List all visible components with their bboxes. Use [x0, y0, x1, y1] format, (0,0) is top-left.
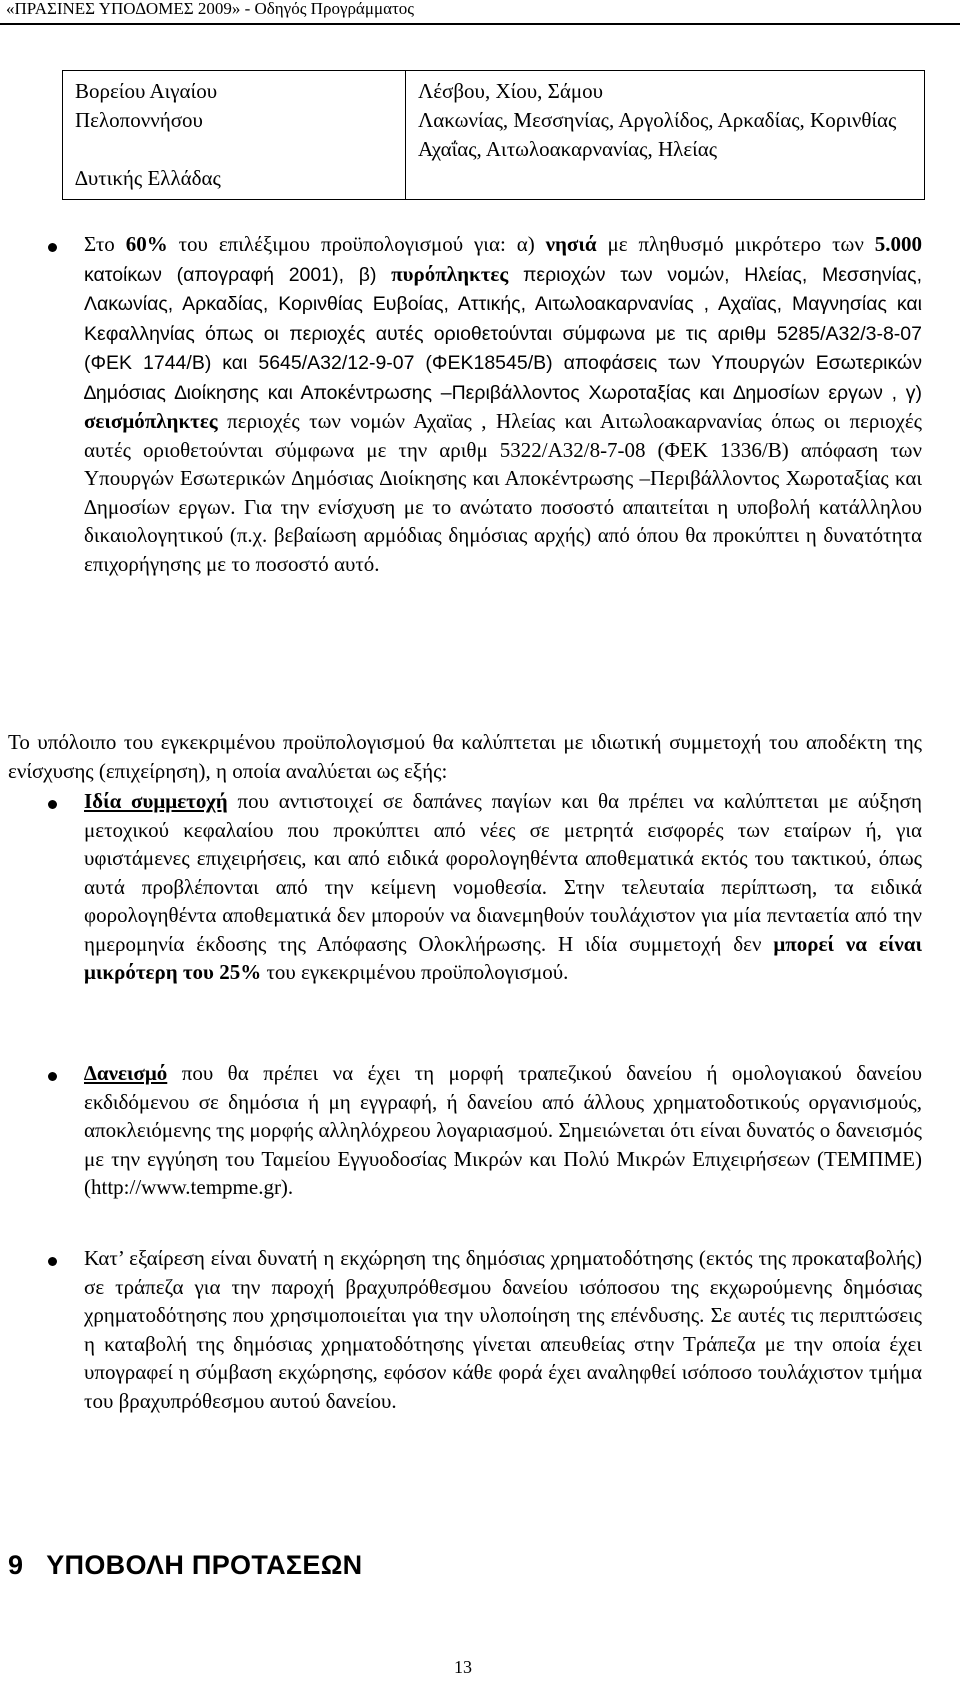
prefectures-cell: [406, 71, 925, 200]
bullet-icon: [48, 243, 57, 252]
region-cell: [63, 71, 406, 200]
text: κατοίκων (απογραφή 2001), β): [84, 263, 392, 286]
header-title: «ΠΡΑΣΙΝΕΣ ΥΠΟ∆ΟΜΕΣ 2009» - Οδηγός Προγράμματος: [6, 0, 415, 18]
bold-text: μπορεί να είναι μικρότερη του 25%: [84, 931, 922, 984]
text: που αντιστοιχεί σε δαπάνες παγίων και θα πρέπει να καλύπτεται με αύξηση μετοχικού κεφαλαίου που προκύπτει από νέες σε μετρητά εισφορές των εταίρων ή, για υφιστάμενες επιχειρήσεις, και από ειδικά φορολογηθέντα αποθεματικά εκτός του τακτικού, όπως αυτά προβλέπονται από την κείμενη νομοθεσία. Στην τελευταία περίπτωση, τα ειδικά φορολογηθέντα αποθεματικά δεν μπορούν να διανεμηθούν τουλάχιστον για μία πενταετία από την ημερομηνία έκδοσης της Απόφασης Ολοκλήρωσης. Η ιδία συμμετοχή δεν: [84, 789, 922, 956]
bullet-icon: [48, 1257, 57, 1266]
text: περιοχές των νομών Αχαϊας , Ηλείας και Αιτωλοακαρνανίας όπως οι περιοχές αυτές οριοθετούνται σύμφωνα με την αριθμ 5322/Α32/8-7-08 (ΦΕΚ 1336/Β) απόφαση των Υπουργών Εσωτερικών ∆ημόσιας ∆ιοίκησης και Αποκέντρωσης –Περιβάλλοντος Χωροταξίας και ∆ημοσίων εργων. Για την ενίσχυση με το ανώτατο ποσοστό απαιτείται η υποβολή κατάλληλου δικαιολογητικού (π.χ. βεβαίωση αρμόδιας δημόσιας αρχής) από όπου θα προκύπτει η δυνατότητα επιχορήγησης με το ποσοστό αυτό.: [84, 409, 922, 576]
bullet-icon: [48, 800, 57, 809]
bold-text: 60%: [125, 232, 168, 256]
bold-text: 5.000: [874, 232, 922, 256]
text: του εγκεκριμένου προϋπολογισμού.: [261, 960, 569, 984]
bold-text: νησιά: [545, 232, 597, 256]
text: του επιλέξιμου προϋπολογισμού για: α): [167, 232, 546, 256]
bullet-paragraph-own-contribution: [84, 787, 922, 987]
page-number: 13: [454, 1657, 472, 1677]
section-heading: 9 ΥΠΟΒΟΛΗ ΠΡΟΤΑΣΕΩΝ: [8, 1550, 363, 1580]
spacer: [75, 135, 397, 164]
bold-underlined-text: ∆ανεισμό: [84, 1061, 168, 1085]
intro-paragraph: Το υπόλοιπο του εγκεκριμένου προϋπολογισμού θα καλύπτεται με ιδιωτική συμμετοχή του αποδέκτη της ενίσχυσης (επιχείρηση), η οποία αναλύεται ως εξής:: [8, 730, 922, 783]
bullet-paragraph-assignment: [84, 1244, 922, 1415]
text: Κατ’ εξαίρεση είναι δυνατή η εκχώρηση της δημόσιας χρηματοδότησης (εκτός της προκαταβολής) σε τράπεζα για την παροχή βραχυπρόθεσμου δανείου ισόποσου της εκχωρούμενης δημόσιας χρηματοδότησης που χρησιμοποιείται για την υλοποίηση της επένδυσης. Σε αυτές τις περιπτώσεις η καταβολή της δημόσιας χρηματοδότησης γίνεται απευθείας στην Τράπεζα με την οποία έχει υπογραφεί η σύμβαση εκχώρησης, εφόσον κάθε φορά έχει αναληφθεί ισόποσο τουλάχιστον τμήμα του βραχυπρόθεσμου αυτού δανείου.: [84, 1246, 922, 1413]
bold-underlined-text: Ιδία συμμετοχή: [84, 789, 228, 813]
prefecture-list: Λακωνίας, Μεσσηνίας, Αργολίδος, Αρκαδίας, Κορινθίας: [418, 108, 897, 132]
bold-text: πυρόπληκτες: [391, 261, 509, 286]
prefecture-list: Λέσβου, Χίου, Σάμου: [418, 79, 604, 103]
table-row: [63, 71, 925, 200]
page-header: [0, 0, 960, 25]
prefecture-list: Αχαΐας, Αιτωλοακαρνανίας, Ηλείας: [418, 137, 718, 161]
region-name: ∆υτικής Ελλάδας: [75, 166, 221, 190]
regions-table: [62, 70, 925, 200]
bold-text: σεισμόπληκτες: [84, 409, 218, 433]
text: με πληθυσμό μικρότερο των: [596, 232, 875, 256]
bullet-icon: [48, 1072, 57, 1081]
bullet-paragraph-loan: [84, 1059, 922, 1202]
bullet-paragraph-subsidy: [84, 230, 922, 578]
text: Στο: [84, 232, 126, 256]
text: περιοχών των νομών, Ηλείας, Μεσσηνίας, Λακωνίας, Αρκαδίας, Κορινθίας Ευβοίας, Αττικής, Αιτωλοακαρνανίας , Αχαϊας, Μαγνησίας και Κεφαλληνίας όπως οι περιοχές αυτές οριοθετούνται σύμφωνα με τις αριθμ 5285/Α32/3-8-07 (ΦΕΚ 1744/Β) και 5645/Α32/12-9-07 (ΦΕΚ18545/Β) αποφάσεις των Υπουργών Εσωτερικών ∆ημόσιας ∆ιοίκησης και Αποκέντρωσης –Περιβάλλοντος Χωροταξίας και ∆ημοσίων εργων , γ): [84, 263, 922, 404]
text: που θα πρέπει να έχει τη μορφή τραπεζικού δανείου ή ομολογιακού δανείου εκδιδόμενου σε δημόσια ή μη εγγραφή, ή δανείου από άλλους χρηματοδοτικούς οργανισμούς, αποκλειόμενης της μορφής αλληλόχρεου λογαριασμού. Σημειώνεται ότι είναι δυνατός ο δανεισμός με την εγγύηση του Ταμείου Εγγυοδοσίας Μικρών και Πολύ Μικρών Επιχειρήσεων (ΤΕΜΠΜΕ) (http://www.tempme.gr).: [84, 1061, 922, 1199]
region-name: Πελοποννήσου: [75, 108, 203, 132]
region-name: Βορείου Αιγαίου: [75, 79, 218, 103]
